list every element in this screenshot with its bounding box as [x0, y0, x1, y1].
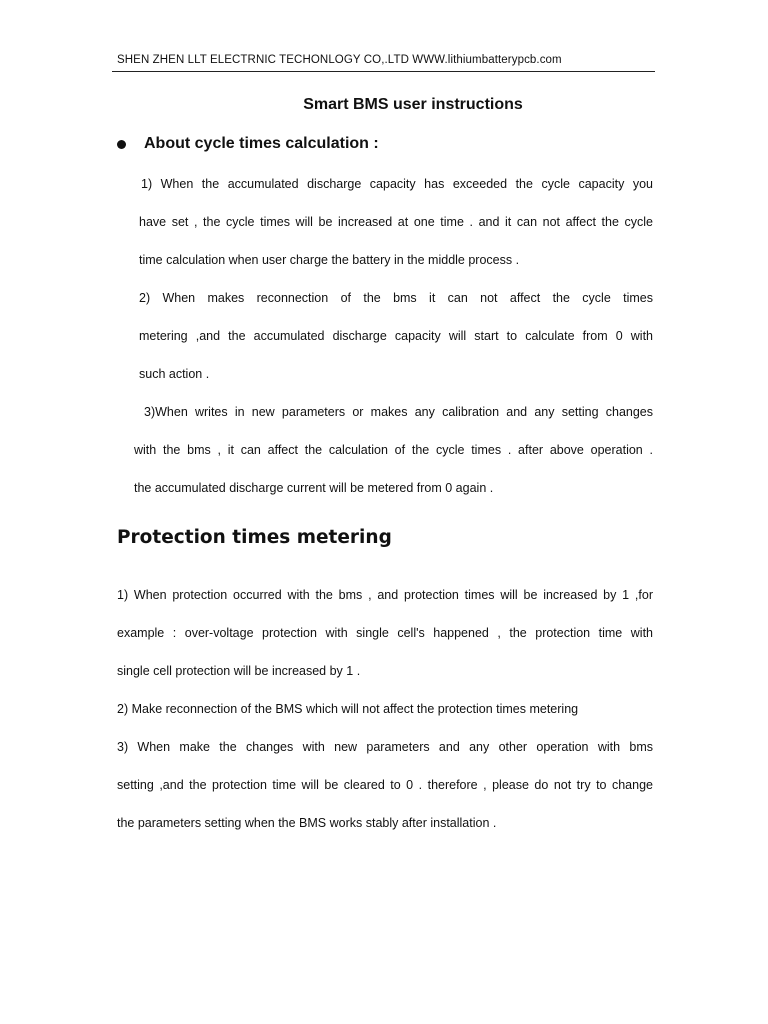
paragraph-line: 2) When makes reconnection of the bms it can not affect the cycle times [139, 291, 653, 305]
paragraph-line: such action . [139, 367, 210, 381]
document-title: Smart BMS user instructions [303, 96, 523, 113]
paragraph-line: metering ,and the accumulated discharge capacity will start to calculate from 0 with [139, 329, 653, 343]
paragraph-line: example : over-voltage protection with single cell's happened , the protection time with [117, 626, 653, 640]
paragraph-line: have set , the cycle times will be increased at one time . and it can not affect the cycle [139, 215, 653, 229]
cycle-heading-text: About cycle times calculation : [144, 135, 379, 152]
page-header: SHEN ZHEN LLT ELECTRNIC TECHONLOGY CO,.LTD WWW.lithiumbatterypcb.com [117, 54, 562, 66]
paragraph-line: single cell protection will be increased by 1 . [117, 664, 361, 678]
paragraph-line: 2) Make reconnection of the BMS which will not affect the protection times metering [117, 702, 579, 716]
bullet-icon [117, 140, 126, 149]
protection-section-heading: Protection times metering [117, 527, 392, 548]
header-divider [112, 71, 655, 72]
paragraph-line: 1) When the accumulated discharge capacity has exceeded the cycle capacity you [141, 177, 653, 191]
paragraph-line: with the bms , it can affect the calculation of the cycle times . after above operation . [134, 443, 653, 457]
paragraph-line: the parameters setting when the BMS works stably after installation . [117, 816, 497, 830]
paragraph-line: 3)When writes in new parameters or makes any calibration and any setting changes [144, 405, 653, 419]
paragraph-line: time calculation when user charge the battery in the middle process . [139, 253, 520, 267]
paragraph-line: 3) When make the changes with new parameters and any other operation with bms [117, 740, 653, 754]
paragraph-line: the accumulated discharge current will be metered from 0 again . [134, 481, 494, 495]
paragraph-line: 1) When protection occurred with the bms , and protection times will be increased by 1 ,for [117, 588, 653, 602]
paragraph-line: setting ,and the protection time will be cleared to 0 . therefore , please do not try to change [117, 778, 653, 792]
